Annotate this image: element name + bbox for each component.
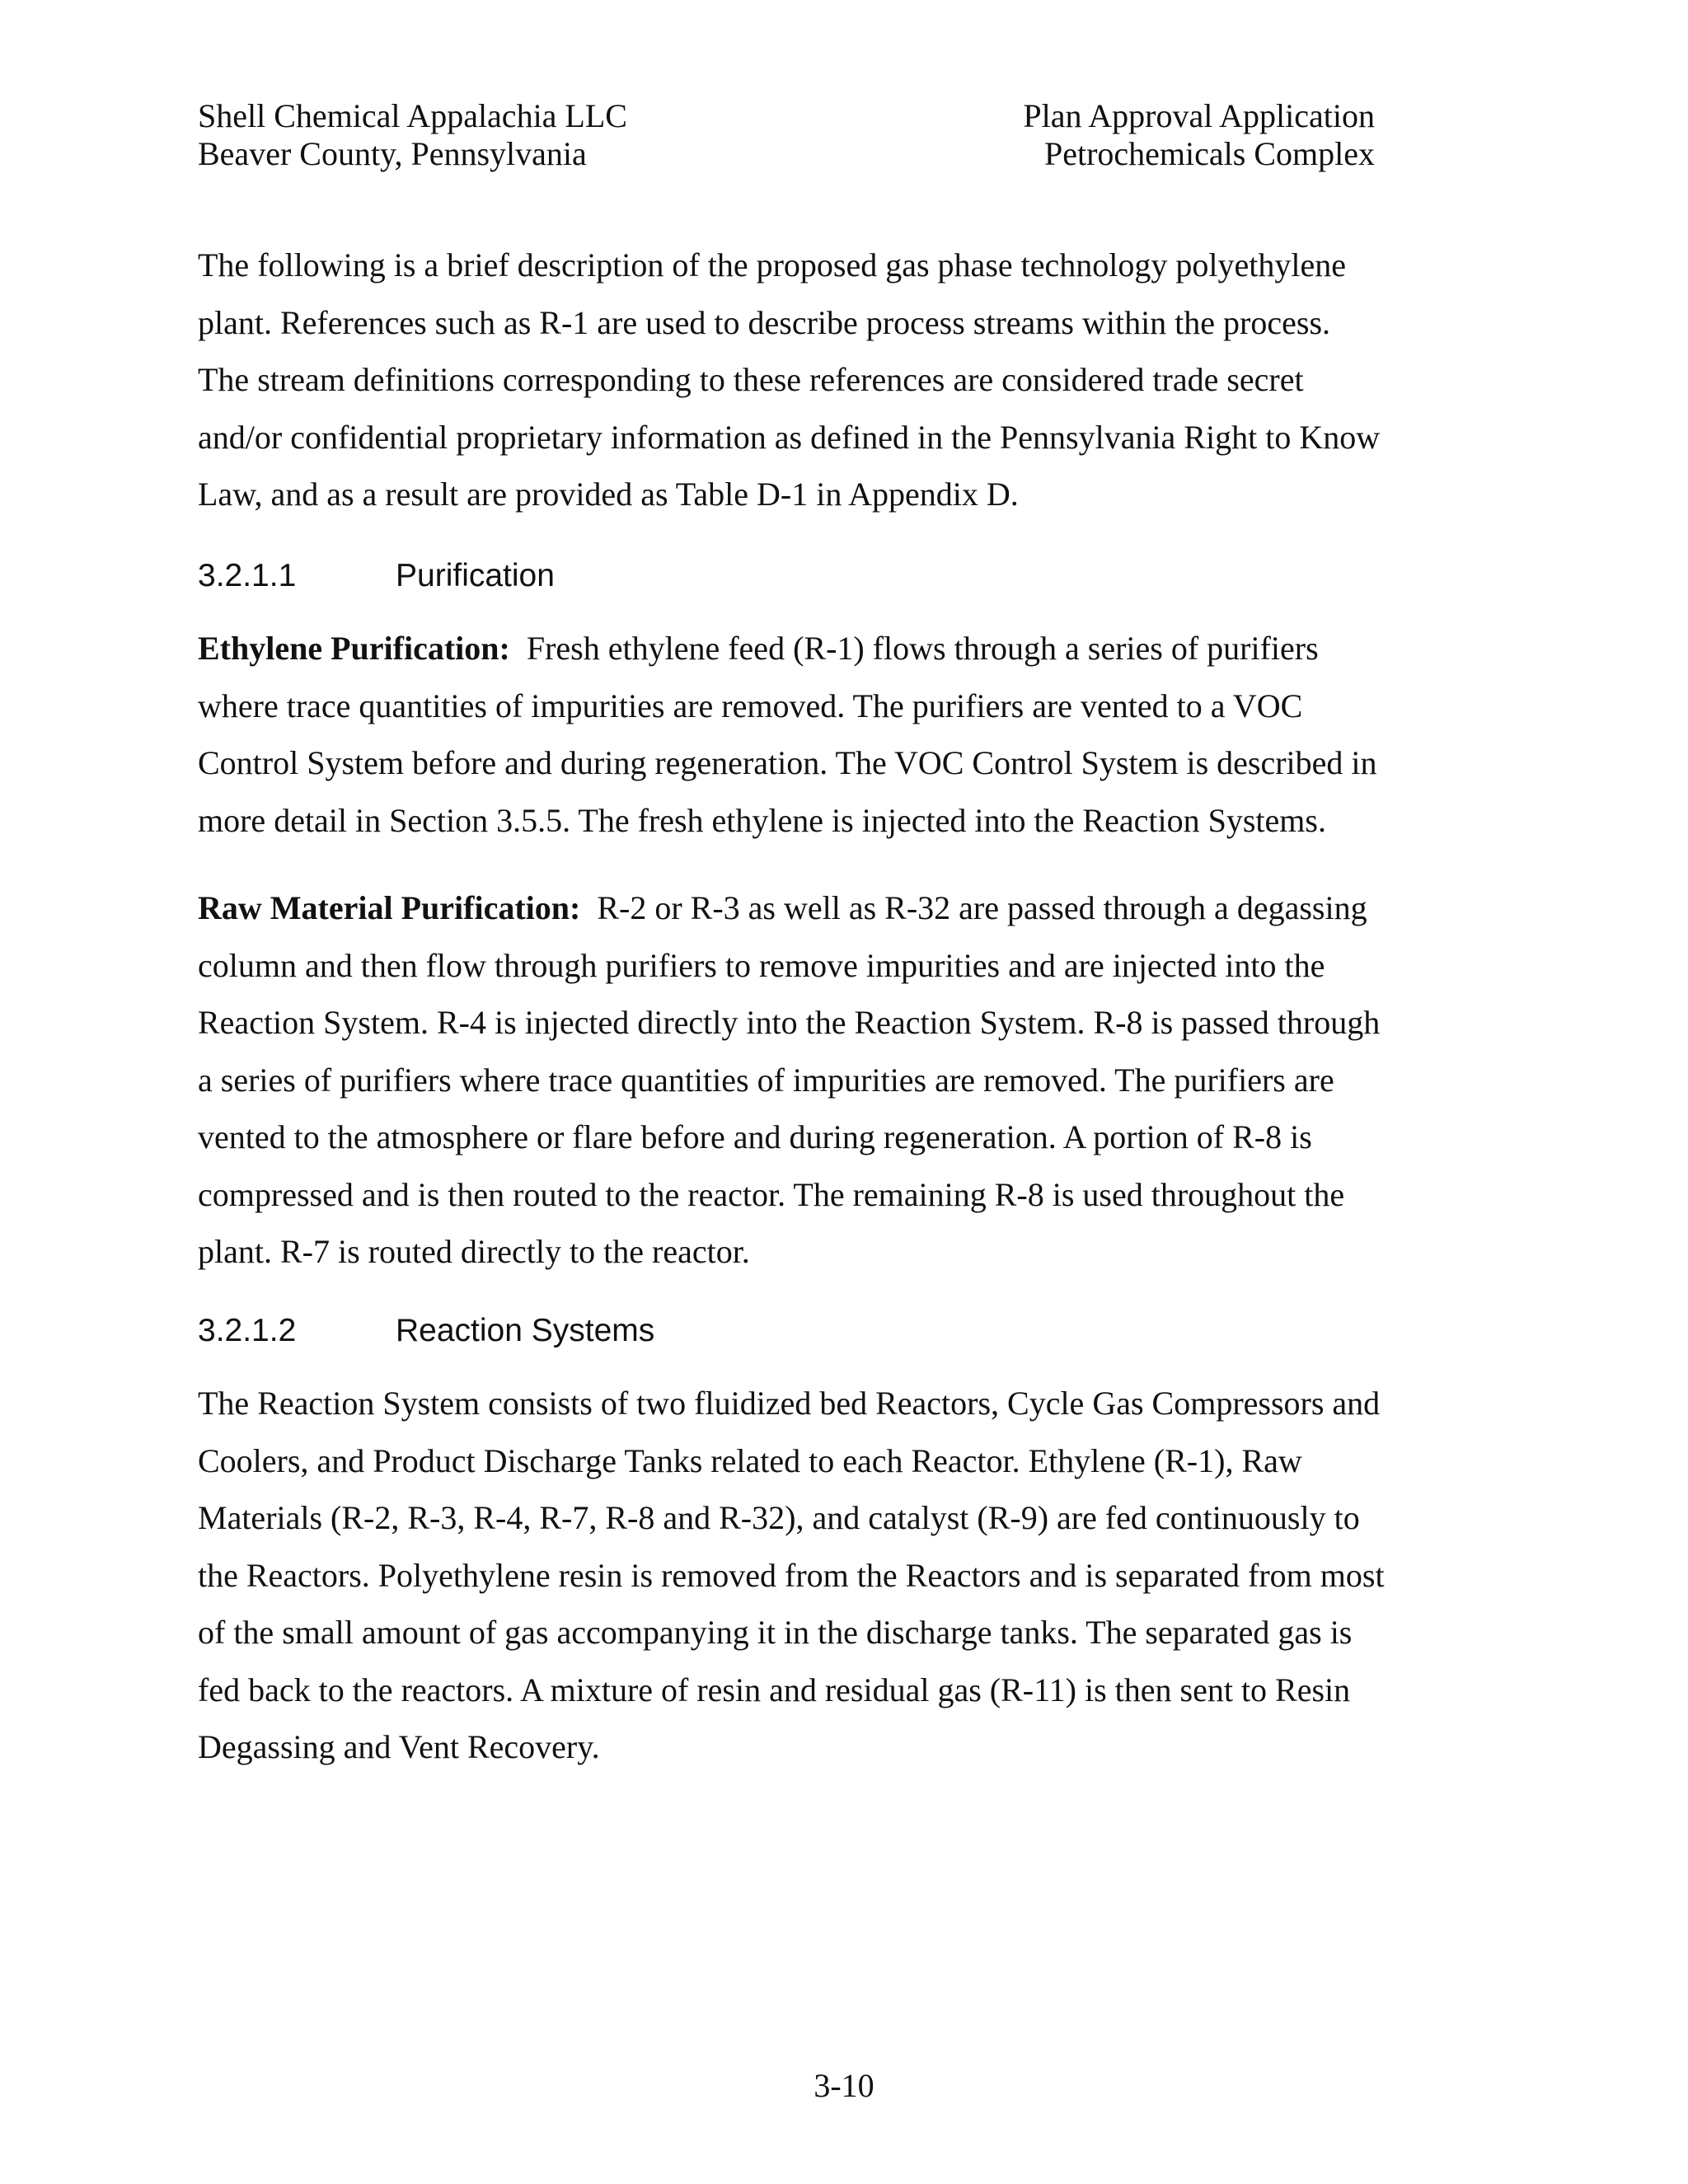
- header-right: [1023, 97, 1375, 173]
- page-number: 3-10: [814, 2067, 874, 2104]
- ethylene-purification-paragraph: [198, 620, 1385, 849]
- ethylene-purification-label: Ethylene Purification:: [198, 630, 510, 667]
- raw-material-purification-paragraph: [198, 879, 1385, 1281]
- section-heading-reaction-systems: [198, 1312, 654, 1350]
- section-number: 3.2.1.1: [198, 558, 297, 593]
- ethylene-purification-text: Fresh ethylene feed (R-1) flows through a series of purifiers where trace quantities of impurities are removed. The purifiers are vented to a VOC Control System before and during regeneration. The VOC Control System is described in more detail in Section 3.5.5. The fresh ethylene is injected into the Reaction Systems.: [198, 630, 1377, 839]
- company-name: Shell Chemical Appalachia LLC: [198, 97, 627, 134]
- project-name: Petrochemicals Complex: [1043, 135, 1375, 172]
- raw-material-purification-text: R-2 or R-3 as well as R-32 are passed through a degassing column and then flow through purifiers to remove impurities and are injected into the Reaction System. R-4 is injected directly into the Reaction System. R-8 is passed through a series of purifiers where trace quantities of impurities are removed. The purifiers are vented to the atmosphere or flare before and during regeneration. A portion of R-8 is compressed and is then routed to the reactor. The remaining R-8 is used throughout the plant. R-7 is routed directly to the reactor.: [198, 889, 1381, 1270]
- section-number: 3.2.1.2: [198, 1313, 297, 1348]
- section-title: Reaction Systems: [396, 1313, 655, 1348]
- section-heading-purification: [198, 557, 555, 595]
- raw-material-purification-label: Raw Material Purification:: [198, 889, 581, 926]
- intro-paragraph: The following is a brief description of the proposed gas phase technology polyethylene plant. References such as R-1 are used to describe process streams within the process. The stream definitions corresponding to these references are considered trade secret and/or confidential proprietary information as defined in the Pennsylvania Right to Know Law, and as a result are provided as Table D-1 in Appendix D.: [198, 246, 1381, 513]
- header-left: [198, 97, 627, 173]
- document-title: Plan Approval Application: [1023, 97, 1375, 134]
- section-title: Purification: [396, 558, 555, 593]
- location: Beaver County, Pennsylvania: [198, 135, 587, 172]
- reaction-systems-paragraph: The Reaction System consists of two fluidized bed Reactors, Cycle Gas Compressors and Coolers, and Product Discharge Tanks related to each Reactor. Ethylene (R-1), Raw Materials (R-2, R-3, R-4, R-7, R-8 and R-32), and catalyst (R-9) are fed continuously to the Reactors. Polyethylene resin is removed from the Reactors and is separated from most of the small amount of gas accompanying it in the discharge tanks. The separated gas is fed back to the reactors. A mixture of resin and residual gas (R-11) is then sent to Resin Degassing and Vent Recovery.: [198, 1385, 1385, 1765]
